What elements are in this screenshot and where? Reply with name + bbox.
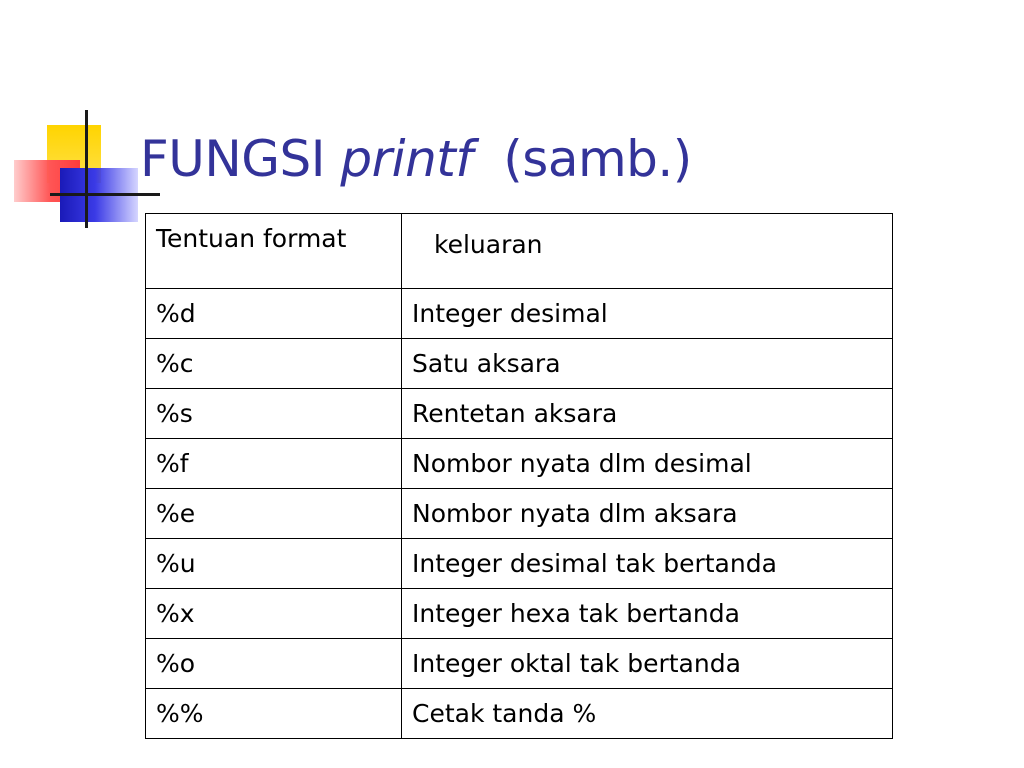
output-cell: Cetak tanda % bbox=[402, 689, 893, 739]
output-cell: Nombor nyata dlm aksara bbox=[402, 489, 893, 539]
slide-title bbox=[140, 124, 692, 194]
table-row bbox=[146, 689, 893, 739]
format-specifier-table bbox=[145, 213, 893, 739]
format-cell: %f bbox=[146, 439, 402, 489]
slide-logo-decoration bbox=[0, 0, 160, 240]
table-row bbox=[146, 489, 893, 539]
format-cell: %s bbox=[146, 389, 402, 439]
output-cell: Satu aksara bbox=[402, 339, 893, 389]
output-cell: Integer desimal tak bertanda bbox=[402, 539, 893, 589]
table-row bbox=[146, 339, 893, 389]
output-cell: Rentetan aksara bbox=[402, 389, 893, 439]
title-part-main: FUNGSI bbox=[140, 130, 341, 188]
title-part-function: printf bbox=[340, 130, 473, 188]
logo-vertical-line bbox=[85, 110, 88, 228]
output-cell: Integer hexa tak bertanda bbox=[402, 589, 893, 639]
table-header-row bbox=[146, 214, 893, 289]
output-cell: Nombor nyata dlm desimal bbox=[402, 439, 893, 489]
format-cell: %e bbox=[146, 489, 402, 539]
header-output: keluaran bbox=[402, 214, 893, 289]
table-row bbox=[146, 289, 893, 339]
format-cell: %% bbox=[146, 689, 402, 739]
header-format: Tentuan format bbox=[146, 214, 402, 289]
table-row bbox=[146, 389, 893, 439]
format-cell: %x bbox=[146, 589, 402, 639]
format-cell: %o bbox=[146, 639, 402, 689]
format-cell: %u bbox=[146, 539, 402, 589]
table-row bbox=[146, 639, 893, 689]
output-cell: Integer oktal tak bertanda bbox=[402, 639, 893, 689]
table-row bbox=[146, 439, 893, 489]
output-cell: Integer desimal bbox=[402, 289, 893, 339]
table-row bbox=[146, 539, 893, 589]
table-row bbox=[146, 589, 893, 639]
format-cell: %d bbox=[146, 289, 402, 339]
title-part-suffix: (samb.) bbox=[472, 130, 692, 188]
format-cell: %c bbox=[146, 339, 402, 389]
